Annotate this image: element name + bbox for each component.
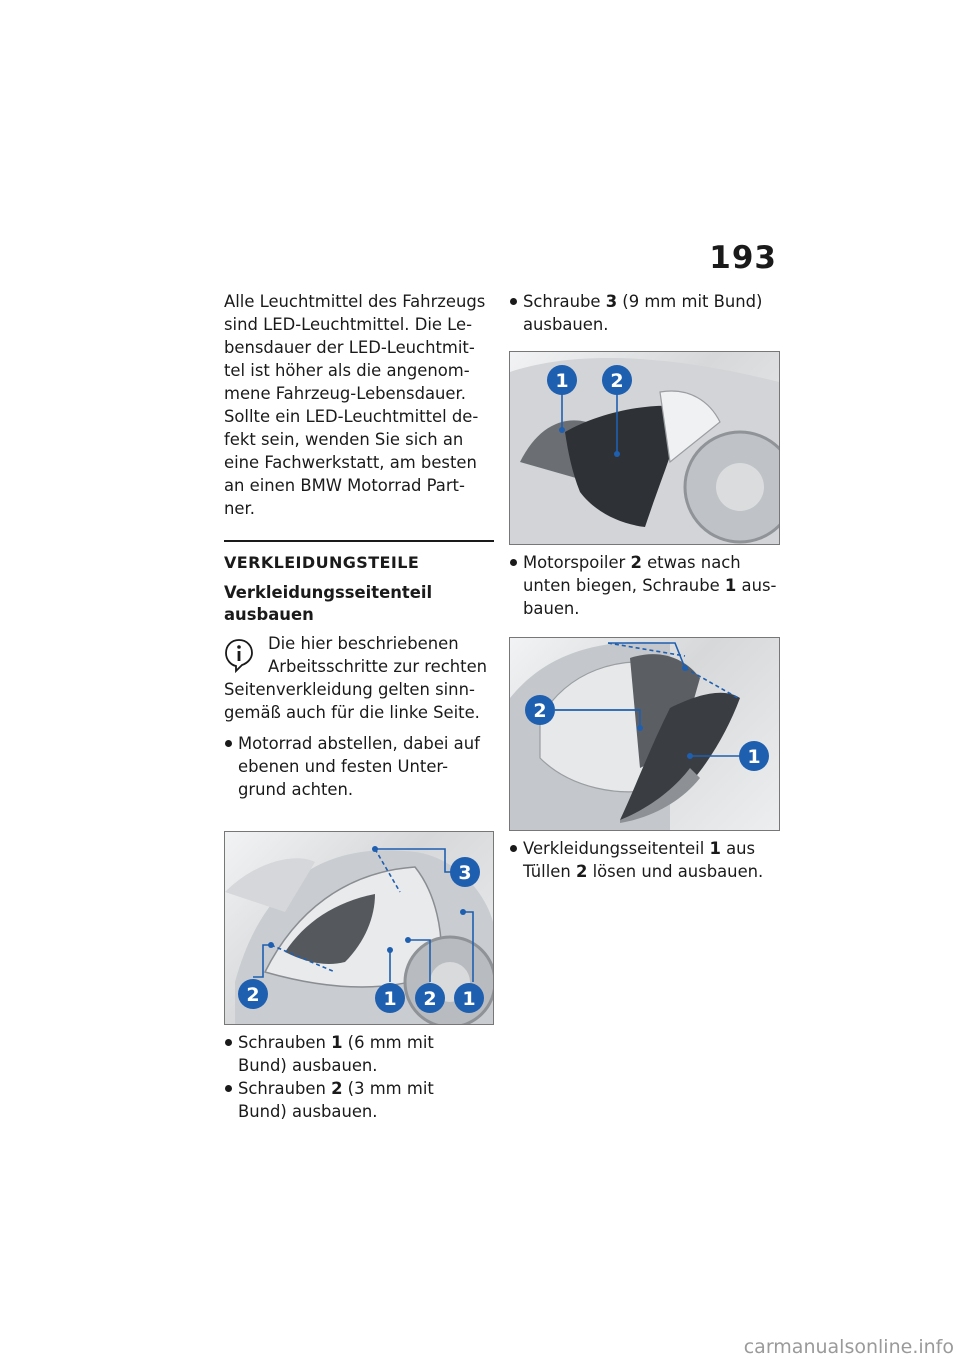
step-text: etwas nach xyxy=(641,553,741,572)
figure-motor-spoiler-screws xyxy=(509,351,780,545)
callout-label: 2 xyxy=(246,984,260,1006)
callout-label: 1 xyxy=(747,746,761,768)
page-number: 193 xyxy=(709,240,777,276)
part-number: 1 xyxy=(331,1033,343,1052)
subsection-title-line: ausbauen xyxy=(224,605,314,624)
callout-2 xyxy=(238,979,268,1009)
subsection-title xyxy=(224,582,494,626)
grommets-illustration xyxy=(510,638,779,830)
callout-label: 1 xyxy=(462,988,476,1010)
info-line: Arbeitsschritte zur rechten xyxy=(268,657,488,676)
step-text: Schrauben xyxy=(238,1033,332,1052)
part-number: 1 xyxy=(709,839,721,858)
callout-label: 1 xyxy=(555,370,569,392)
callout-2 xyxy=(602,365,632,395)
info-line: gemäß auch für die linke Seite. xyxy=(224,703,480,722)
step-item xyxy=(509,837,781,883)
step-text: Motorspoiler xyxy=(523,553,631,572)
intro-line: sind LED-Leuchtmittel. Die Le- xyxy=(224,315,473,334)
step-item xyxy=(509,551,781,620)
fairing-illustration xyxy=(225,832,493,1024)
callout-label: 2 xyxy=(533,700,547,722)
step-list xyxy=(509,290,781,336)
part-number: 2 xyxy=(331,1079,343,1098)
spoiler-illustration xyxy=(510,352,779,544)
step-text-line: ebenen und festen Unter- xyxy=(238,757,449,776)
intro-line: bensdauer der LED-Leuchtmit- xyxy=(224,338,475,357)
step-text: Tüllen xyxy=(523,862,576,881)
step-item xyxy=(224,1031,494,1077)
step-list xyxy=(224,1031,494,1123)
section-title: VERKLEIDUNGSTEILE xyxy=(224,553,420,572)
callout-1 xyxy=(547,365,577,395)
info-icon xyxy=(224,638,254,676)
intro-line: fekt sein, wenden Sie sich an xyxy=(224,430,464,449)
step-text: Schraube xyxy=(523,292,606,311)
intro-paragraph xyxy=(224,290,494,520)
step-text: Bund) ausbauen. xyxy=(238,1056,378,1075)
info-note xyxy=(224,632,494,724)
info-line: Die hier beschriebenen xyxy=(268,634,459,653)
step-text: aus- xyxy=(736,576,777,595)
figure-fairing-screws xyxy=(224,831,494,1025)
figure-fairing-grommets xyxy=(509,637,780,831)
step-text: Schrauben xyxy=(238,1079,332,1098)
callout-2 xyxy=(525,695,555,725)
step-list xyxy=(224,732,494,801)
step-item xyxy=(224,732,494,801)
watermark: carmanualsonline.info xyxy=(743,1336,954,1358)
intro-line: tel ist höher als die angenom- xyxy=(224,361,470,380)
callout-3 xyxy=(450,857,480,887)
step-text: aus xyxy=(720,839,756,858)
callout-label: 2 xyxy=(423,988,437,1010)
step-text: (6 mm mit xyxy=(342,1033,434,1052)
step-text: ausbauen. xyxy=(523,315,609,334)
intro-line: ner. xyxy=(224,499,255,518)
callout-label: 3 xyxy=(458,862,472,884)
step-text: (3 mm mit xyxy=(342,1079,434,1098)
callout-2 xyxy=(415,983,445,1013)
section-divider xyxy=(224,540,494,542)
step-text: bauen. xyxy=(523,599,580,618)
callout-1 xyxy=(375,983,405,1013)
intro-line: mene Fahrzeug-Lebensdauer. xyxy=(224,384,466,403)
info-line: Seitenverkleidung gelten sinn- xyxy=(224,680,475,699)
step-text-line: grund achten. xyxy=(238,780,354,799)
callout-label: 2 xyxy=(610,370,624,392)
step-text: (9 mm mit Bund) xyxy=(617,292,763,311)
part-number: 2 xyxy=(575,862,588,881)
part-number: 3 xyxy=(605,292,618,311)
step-text: Bund) ausbauen. xyxy=(238,1102,378,1121)
subsection-title-line: Verkleidungsseitenteil xyxy=(224,583,433,602)
step-text: unten biegen, Schraube xyxy=(523,576,725,595)
intro-line: Alle Leuchtmittel des Fahrzeugs xyxy=(224,292,486,311)
part-number: 2 xyxy=(630,553,642,572)
left-column xyxy=(224,290,494,1123)
callout-1 xyxy=(739,741,769,771)
right-column xyxy=(509,290,781,883)
step-text: Verkleidungsseitenteil xyxy=(523,839,710,858)
step-list xyxy=(509,551,781,620)
step-item xyxy=(509,290,781,336)
step-text-line: Motorrad abstellen, dabei auf xyxy=(238,734,480,753)
callout-label: 1 xyxy=(383,988,397,1010)
intro-line: an einen BMW Motorrad Part- xyxy=(224,476,465,495)
part-number: 1 xyxy=(724,576,737,595)
step-text: lösen und ausbauen. xyxy=(587,862,764,881)
intro-line: eine Fachwerkstatt, am besten xyxy=(224,453,477,472)
intro-line: Sollte ein LED-Leuchtmittel de- xyxy=(224,407,479,426)
step-item xyxy=(224,1077,494,1123)
step-list xyxy=(509,837,781,883)
callout-1 xyxy=(454,983,484,1013)
